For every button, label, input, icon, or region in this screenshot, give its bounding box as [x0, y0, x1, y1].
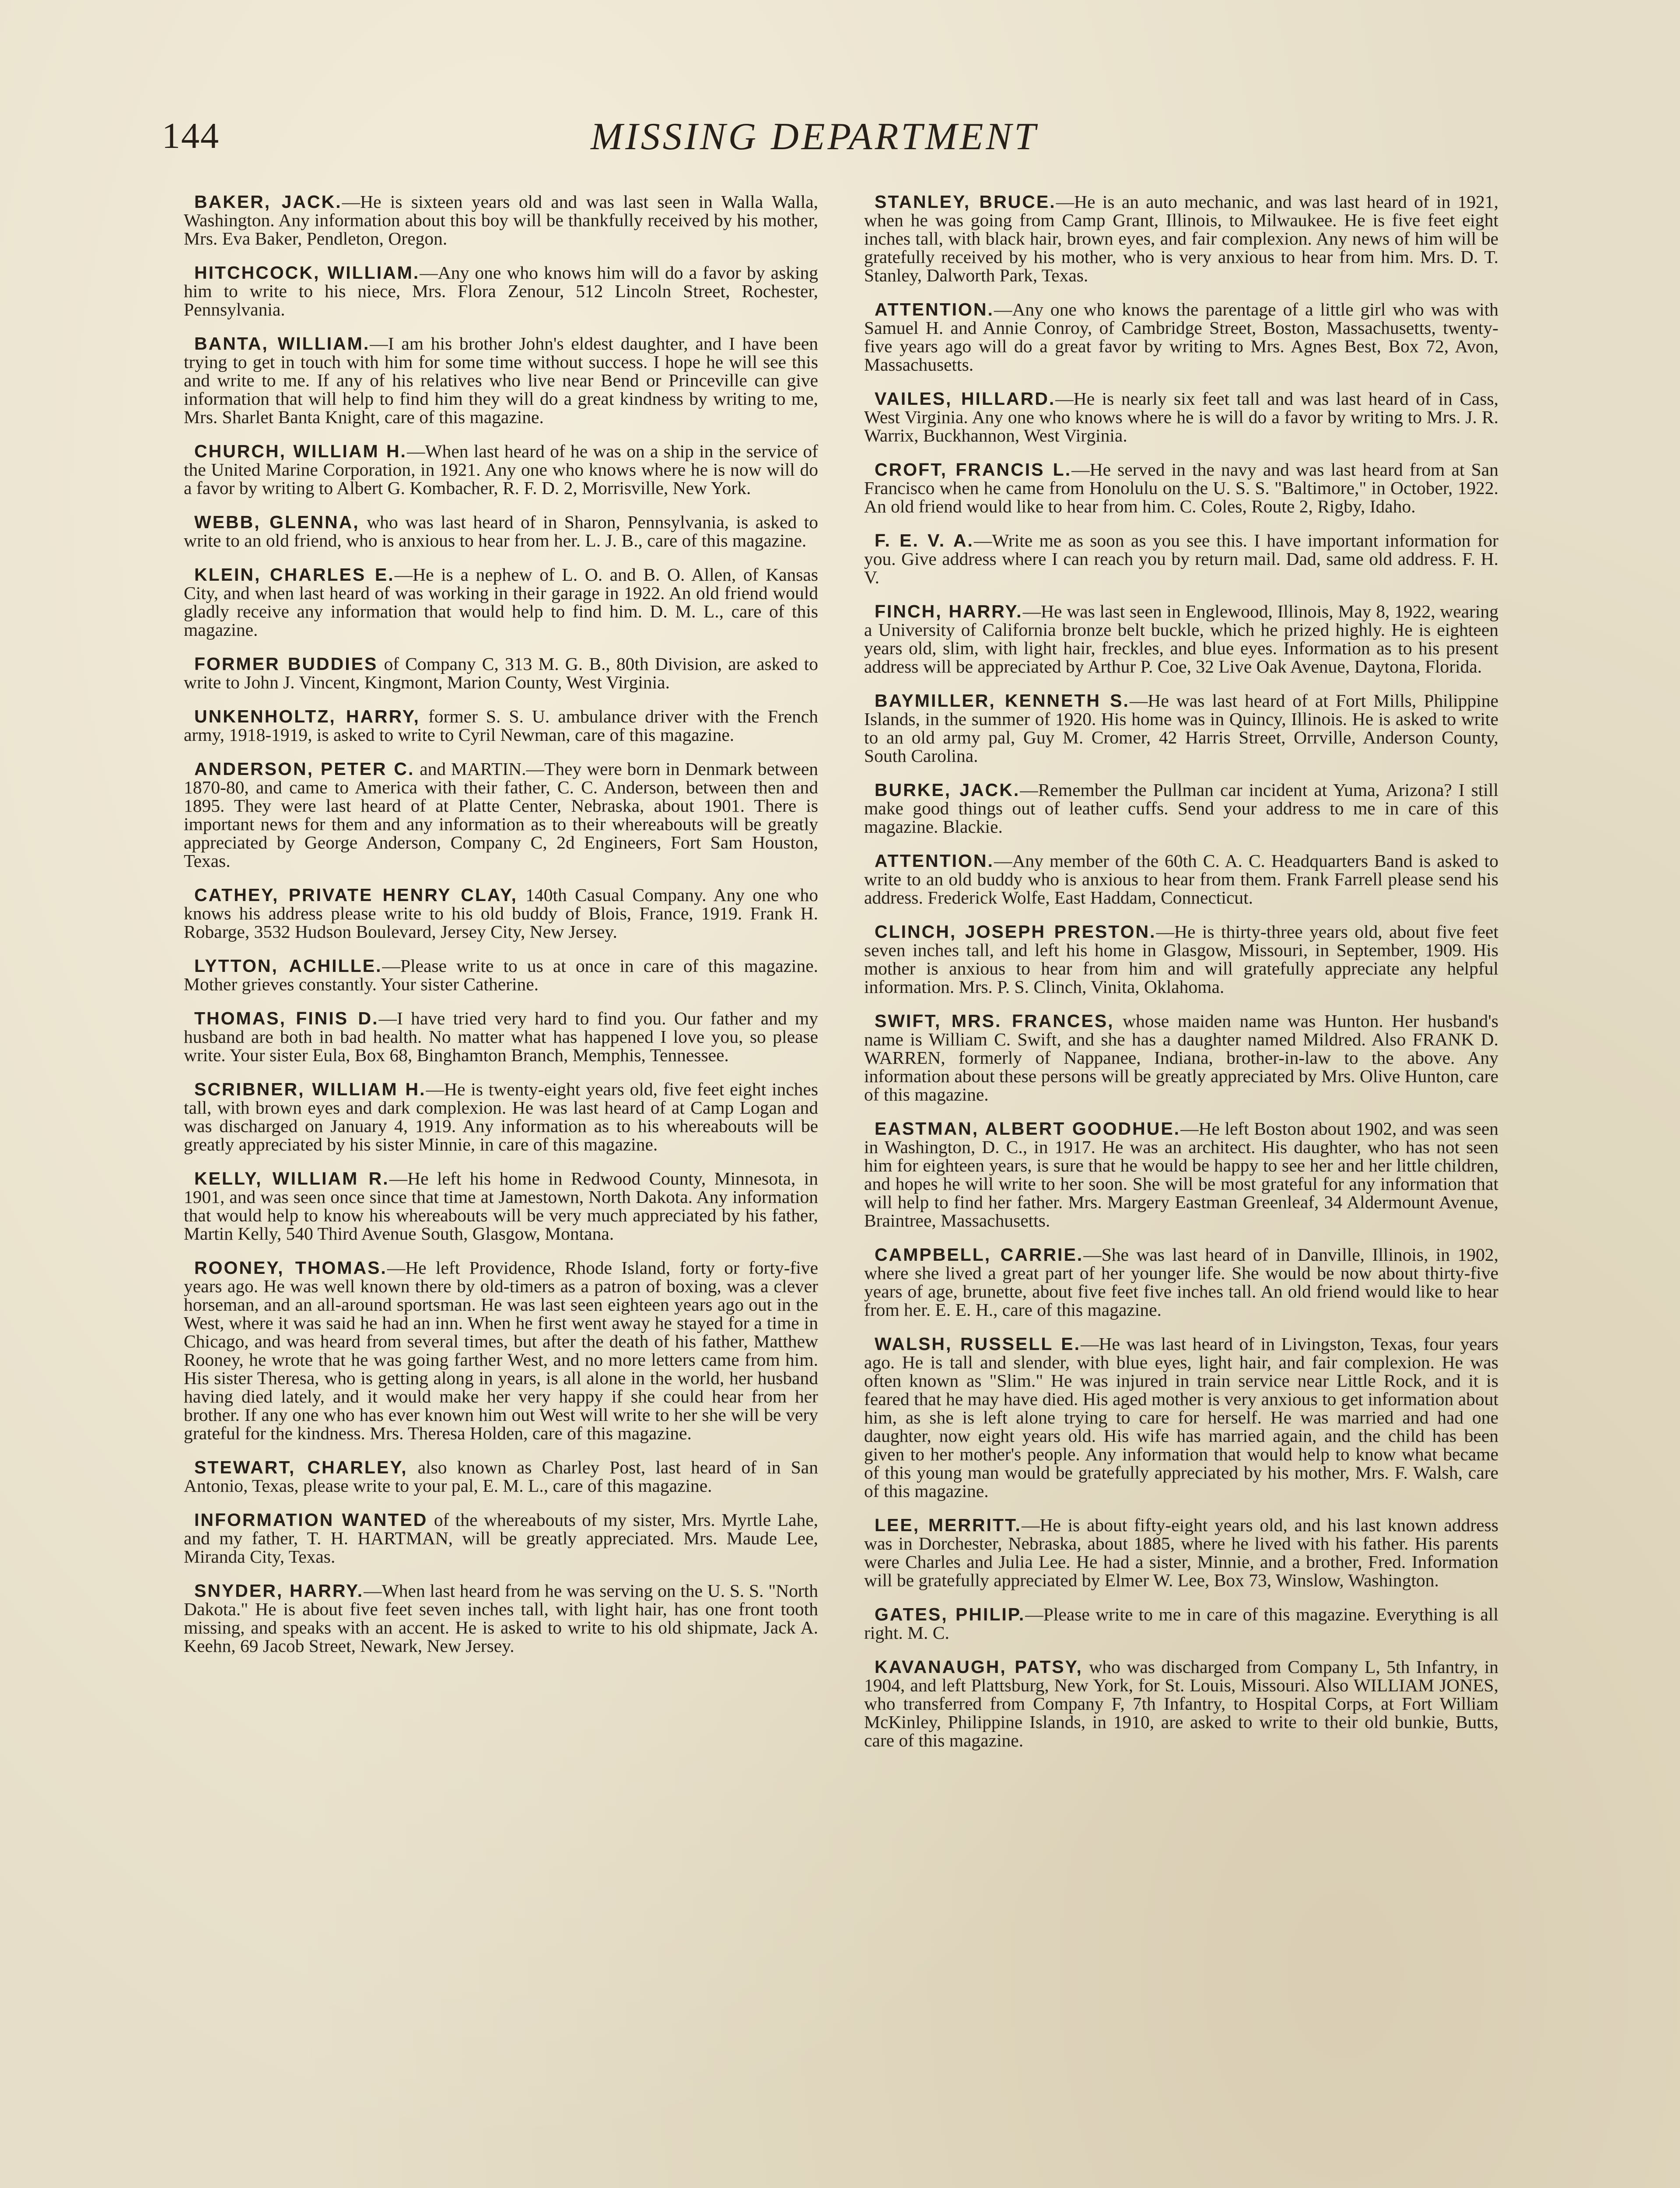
notice-name: LEE, MERRITT.: [875, 1515, 1022, 1535]
notice-entry: [184, 1259, 818, 1442]
notice-name: UNKENHOLTZ, HARRY,: [194, 706, 420, 726]
notice-text: —He is an auto mechanic, and was last heard of in 1921, when he was going from Camp Grant, Illinois, to Milwaukee. He is five feet eight inches tall, with black hair, brown eyes, and fair complexion. Any news of him will be gratefully received by his mother, who is very anxious to hear from him. Mrs. D. T. Stanley, Dalworth Park, Texas.: [864, 193, 1498, 285]
notice-entry: [864, 1516, 1498, 1589]
notice-name: BAYMILLER, KENNETH S.: [875, 691, 1130, 711]
left-column: [184, 193, 818, 2188]
notice-name: KELLY, WILLIAM R.: [194, 1168, 389, 1189]
notice-text: —When last heard of he was on a ship in the service of the United Marine Corporation, in 1921. Any one who knows where he is now will do a favor by writing to Albert G. Kombacher, R. F. D. 2, Morrisville, New York.: [184, 441, 818, 498]
notice-text: —He left Boston about 1902, and was seen in Washington, D. C., in 1917. He was an architect. His daughter, who has not seen him for eighteen years, is sure that he would be happy to see her and her little children, and hopes he will write to her soon. She will be most grateful for any information that will help to find her father. Mrs. Margery Eastman Greenleaf, 34 Aldermount Avenue, Braintree, Massachusetts.: [864, 1119, 1498, 1231]
notice-name: CAMPBELL, CARRIE.: [875, 1245, 1084, 1265]
notice-entry: [864, 531, 1498, 586]
notice-entry: [184, 957, 818, 993]
notice-text: —She was last heard of in Danville, Illinois, in 1902, where she lived a great part of her younger life. She would be now about thirty-five years of age, brunette, about five feet five inches tall. An old friend would like to hear from her. E. E. H., care of this magazine.: [864, 1245, 1498, 1320]
notice-name: THOMAS, FINIS D.: [194, 1008, 379, 1028]
notice-entry: [864, 193, 1498, 284]
notice-name: F. E. V. A.: [875, 530, 974, 551]
notice-name: INFORMATION WANTED: [194, 1510, 428, 1530]
notice-text: 140th Casual Company. Any one who knows his address please write to his old buddy of Blois, France, 1919. Frank H. Robarge, 3532 Hudson Boulevard, Jersey City, New Jersey.: [184, 885, 818, 942]
notice-name: BURKE, JACK.: [875, 780, 1020, 800]
notice-name: CHURCH, WILLIAM H.: [194, 441, 407, 461]
notice-text: —Any member of the 60th C. A. C. Headquarters Band is asked to write to an old buddy who is anxious to hear from them. Frank Farrell please send his address. Frederick Wolfe, East Haddam, Connecticut.: [864, 851, 1498, 908]
notice-name: ATTENTION.: [875, 299, 994, 319]
notice-text: —He is thirty-three years old, about five feet seven inches tall, and left his home in Glasgow, Missouri, in September, 1909. His mother is anxious to hear from him and will gratefully appreciate any helpful information. Mrs. P. S. Clinch, Vinita, Oklahoma.: [864, 922, 1498, 997]
notice-entry: [864, 1245, 1498, 1319]
notice-text: —Any one who knows the parentage of a little girl who was with Samuel H. and Annie Conroy, of Cambridge Street, Boston, Massachusetts, twenty-five years ago will do a great favor by writing to Mrs. Agnes Best, Box 72, Avon, Massachusetts.: [864, 299, 1498, 375]
notice-entry: [864, 1012, 1498, 1104]
notice-name: WALSH, RUSSELL E.: [875, 1334, 1081, 1354]
notice-text: —Any one who knows him will do a favor by asking him to write to his niece, Mrs. Flora Zenour, 512 Lincoln Street, Rochester, Pennsylvania.: [184, 263, 818, 319]
notice-entry: [184, 1009, 818, 1064]
notice-name: BAKER, JACK.: [194, 193, 342, 212]
notice-entry: [184, 263, 818, 319]
notice-name: FORMER BUDDIES: [194, 654, 378, 674]
notice-text: —He left his home in Redwood County, Minnesota, in 1901, and was seen once since that time at Jamestown, North Dakota. Any information that would help to know his whereabouts will be very much appreciated by his father, Martin Kelly, 540 Third Avenue South, Glasgow, Montana.: [184, 1168, 818, 1244]
notice-name: CROFT, FRANCIS L.: [875, 459, 1072, 480]
notice-entry: [864, 691, 1498, 765]
notice-entry: [864, 460, 1498, 515]
notice-text: —He is a nephew of L. O. and B. O. Allen, of Kansas City, and when last heard of was working in their garage in 1922. An old friend would gladly receive any information that would help to find him. D. M. L., care of this magazine.: [184, 565, 818, 640]
notice-name: EASTMAN, ALBERT GOODHUE.: [875, 1119, 1181, 1139]
notice-text: —He is sixteen years old and was last seen in Walla Walla, Washington. Any information about this boy will be thankfully received by his mother, Mrs. Eva Baker, Pendleton, Oregon.: [184, 193, 818, 249]
notice-entry: [184, 513, 818, 550]
notice-text: —When last heard from he was serving on the U. S. S. "North Dakota." He is about five feet seven inches tall, with light hair, has one front tooth missing, and speaks with an accent. He is asked to write to his old shipmate, Jack A. Keehn, 69 Jacob Street, Newark, New Jersey.: [184, 1581, 818, 1656]
notice-text: former S. S. U. ambulance driver with the French army, 1918-1919, is asked to write to Cyril Newman, care of this magazine.: [184, 706, 818, 745]
notice-entry: [184, 1458, 818, 1495]
notice-name: STANLEY, BRUCE.: [875, 193, 1056, 212]
notice-entry: [864, 389, 1498, 445]
notice-text: —He is nearly six feet tall and was last heard of in Cass, West Virginia. Any one who knows where he is will do a favor by writing to Mrs. J. R. Warrix, Buckhannon, West Virginia.: [864, 389, 1498, 445]
notice-name: SNYDER, HARRY.: [194, 1581, 364, 1601]
notice-entry: [184, 565, 818, 639]
notice-name: LYTTON, ACHILLE.: [194, 956, 382, 976]
notice-entry: [184, 442, 818, 497]
notice-name: WEBB, GLENNA,: [194, 512, 360, 532]
notice-entry: [184, 1581, 818, 1655]
notice-text: —He was last heard of in Livingston, Texas, four years ago. He is tall and slender, with blue eyes, light hair, and fair complexion. He was often known as "Slim." He was injured in train service near Little Rock, and it is feared that he may have died. His aged mother is very anxious to get information about him, as she is left alone trying to care for herself. He was married and had one daughter, now eight years old. His wife has married again, and the child has been given to her mother's people. Any information that would help to know what became of this young man would be gratefully appreciated by his mother, Mrs. F. Walsh, care of this magazine.: [864, 1334, 1498, 1501]
notice-entry: [864, 922, 1498, 996]
notice-text: —I am his brother John's eldest daughter, and I have been trying to get in touch with him for some time without success. I hope he will see this and write to me. If any of his relatives who live near Bend or Princeville can give information that will help to find him they will do a great kindness by writing to me, Mrs. Sharlet Banta Knight, care of this magazine.: [184, 333, 818, 427]
notice-name: KAVANAUGH, PATSY,: [875, 1657, 1083, 1677]
notice-entry: [184, 655, 818, 691]
notice-entry: [864, 602, 1498, 676]
notice-entry: [864, 1658, 1498, 1750]
notice-text: whose maiden name was Hunton. Her husband's name is William C. Swift, and she has a daughter named Mildred. Also FRANK D. WARREN, formerly of Nappanee, Indiana, brother-in-law to the above. Any information about these persons will be greatly appreciated by Mrs. Olive Hunton, care of this magazine.: [864, 1011, 1498, 1105]
notice-name: STEWART, CHARLEY,: [194, 1457, 408, 1477]
notice-entry: [184, 1511, 818, 1566]
notice-entry: [184, 707, 818, 744]
notice-entry: [184, 193, 818, 248]
notice-text: —He was last seen in Englewood, Illinois, May 8, 1922, wearing a University of California bronze belt buckle, which he prized highly. He is eighteen years old, slim, with light hair, freckles, and blue eyes. Information as to his present address will be appreciated by Arthur P. Coe, 32 Live Oak Avenue, Daytona, Florida.: [864, 601, 1498, 677]
notice-text: who was last heard of in Sharon, Pennsylvania, is asked to write to an old friend, who is anxious to hear from her. L. J. B., care of this magazine.: [184, 512, 818, 551]
notice-name: KLEIN, CHARLES E.: [194, 565, 395, 585]
notice-text: —I have tried very hard to find you. Our father and my husband are both in bad health. No matter what has happened I love you, so please write. Your sister Eula, Box 68, Binghamton Branch, Memphis, Tennessee.: [184, 1008, 818, 1065]
notice-text: who was discharged from Company L, 5th Infantry, in 1904, and left Plattsburg, New York, for St. Louis, Missouri. Also WILLIAM JONES, who transferred from Company F, 7th Infantry, to Hospital Corps, at Fort William McKinley, Philippine Islands, in 1910, are asked to write to their old bunkie, Butts, care of this magazine.: [864, 1657, 1498, 1750]
notice-entry: [864, 781, 1498, 836]
notice-entry: [184, 1080, 818, 1154]
notice-text: —Remember the Pullman car incident at Yuma, Arizona? I still make good things out of leather cuffs. Send your address to me in care of this magazine. Blackie.: [864, 780, 1498, 837]
notice-text: —He served in the navy and was last heard from at San Francisco when he came from Honolulu on the U. S. S. "Baltimore," in October, 1922. An old friend would like to hear from him. C. Coles, Route 2, Rigby, Idaho.: [864, 459, 1498, 516]
notice-name: SCRIBNER, WILLIAM H.: [194, 1079, 426, 1099]
running-head: MISSING DEPARTMENT: [591, 116, 1039, 158]
notice-text: —He is twenty-eight years old, five feet eight inches tall, with brown eyes and dark complexion. He was last heard of at Camp Logan and was discharged on January 4, 1919. Any information as to his whereabouts will be greatly appreciated by his sister Minnie, in care of this magazine.: [184, 1079, 818, 1154]
notice-name: CATHEY, PRIVATE HENRY CLAY,: [194, 885, 518, 905]
notice-entry: [184, 760, 818, 870]
notice-entry: [864, 1119, 1498, 1230]
notice-entry: [184, 1169, 818, 1243]
notice-text: —He is about fifty-eight years old, and his last known address was in Dorchester, Nebraska, about 1885, where he lived with his father. His parents were Charles and Julia Lee. He had a sister, Minnie, and a brother, Fred. Information will be gratefully appreciated by Elmer W. Lee, Box 73, Winslow, Washington.: [864, 1515, 1498, 1590]
notice-text: —Write me as soon as you see this. I have important information for you. Give address where I can reach you by return mail. Dad, same old address. F. H. V.: [864, 530, 1498, 587]
notice-text: —Please write to me in care of this magazine. Everything is all right. M. C.: [864, 1604, 1498, 1643]
notice-text: —He left Providence, Rhode Island, forty or forty-five years ago. He was well known there by old-timers as a patron of boxing, was a clever horseman, and an all-around sportsman. He was last seen eighteen years ago out in the West, where it was said he had an inn. When he first went away he stayed for a time in Chicago, and was heard from several times, but after the death of his father, Matthew Rooney, he wrote that he was going farther West, and no more letters came from him. His sister Theresa, who is getting along in years, is all alone in the world, her husband having died lately, and it would make her very happy if she could hear from her brother. If any one who has ever known him out West will write to her she will be very grateful for the kindness. Mrs. Theresa Holden, care of this magazine.: [184, 1258, 818, 1443]
notice-name: FINCH, HARRY.: [875, 601, 1023, 621]
notice-name: ANDERSON, PETER C.: [194, 759, 415, 779]
notice-text: —He was last heard of at Fort Mills, Philippine Islands, in the summer of 1920. His home was in Quincy, Illinois. He is asked to write to an old army pal, Guy M. Cromer, 42 Harris Street, Orrville, Anderson County, South Carolina.: [864, 691, 1498, 766]
notice-name: GATES, PHILIP.: [875, 1604, 1026, 1624]
notice-name: ROONEY, THOMAS.: [194, 1258, 387, 1278]
notice-name: CLINCH, JOSEPH PRESTON.: [875, 922, 1156, 942]
notice-entry: [864, 1335, 1498, 1500]
notice-entry: [864, 1605, 1498, 1642]
notice-name: VAILES, HILLARD.: [875, 389, 1056, 409]
notice-entry: [184, 334, 818, 426]
notice-name: ATTENTION.: [875, 851, 994, 871]
notice-entry: [184, 886, 818, 941]
notice-text: and MARTIN.—They were born in Denmark between 1870-80, and came to America with their father, C. C. Anderson, between then and 1895. They were last heard of at Platte Center, Nebraska, about 1901. There is important news for them and any information as to their whereabouts will be greatly appreciated by George Anderson, Company C, 2d Engineers, Fort Sam Houston, Texas.: [184, 759, 818, 871]
notice-text: of the whereabouts of my sister, Mrs. Myrtle Lahe, and my father, T. H. HARTMAN, will be greatly appreciated. Mrs. Maude Lee, Miranda City, Texas.: [184, 1510, 818, 1567]
notice-text: also known as Charley Post, last heard of in San Antonio, Texas, please write to your pal, E. M. L., care of this magazine.: [184, 1457, 818, 1496]
notice-name: SWIFT, MRS. FRANCES,: [875, 1011, 1114, 1031]
notice-text: of Company C, 313 M. G. B., 80th Division, are asked to write to John J. Vincent, Kingmont, Marion County, West Virginia.: [184, 654, 818, 692]
notice-text: —Please write to us at once in care of this magazine. Mother grieves constantly. Your sister Catherine.: [184, 956, 818, 994]
notice-entry: [864, 300, 1498, 374]
notice-name: HITCHCOCK, WILLIAM.: [194, 263, 420, 283]
notice-name: BANTA, WILLIAM.: [194, 333, 370, 354]
page-number: 144: [162, 116, 220, 156]
page-header: [162, 115, 1518, 167]
right-column: [864, 193, 1498, 2188]
notice-entry: [864, 852, 1498, 907]
